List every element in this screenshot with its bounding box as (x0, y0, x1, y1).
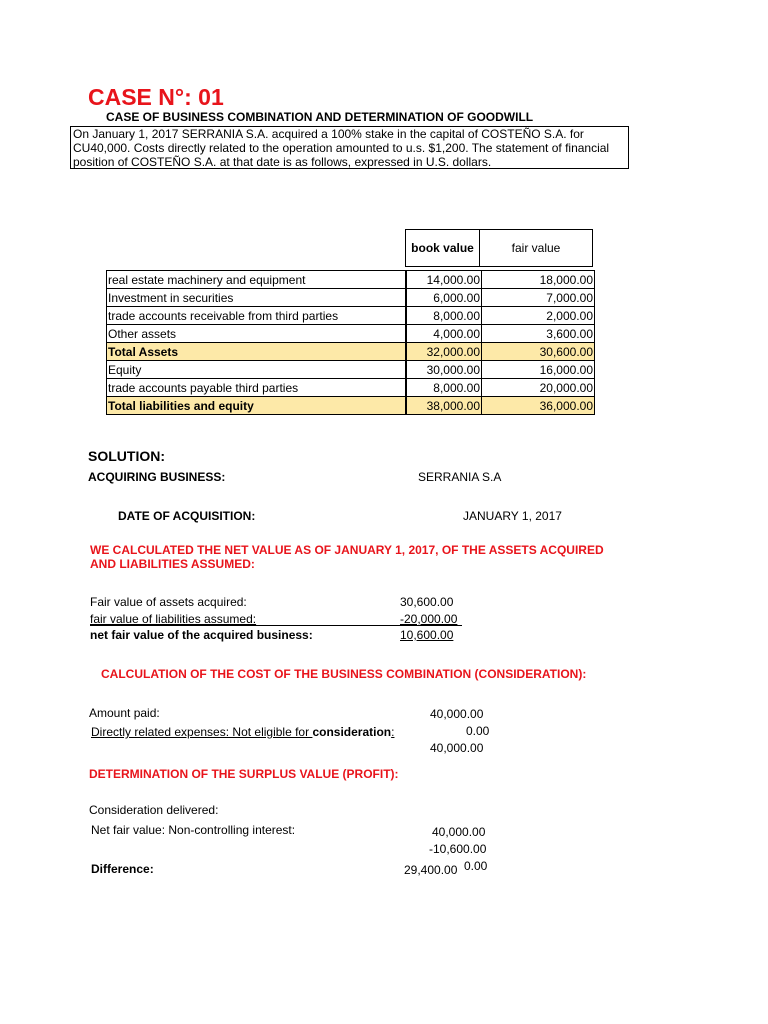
acquiring-business-label: ACQUIRING BUSINESS: (88, 470, 226, 484)
cost-total-value: 40,000.00 (430, 741, 484, 755)
subtotal-rule (90, 625, 462, 626)
net-fv-label: net fair value of the acquired business: (90, 628, 313, 642)
row-fair-value: 3,600.00 (482, 325, 595, 343)
row-label: trade accounts payable third parties (107, 379, 406, 397)
row-fair-value: 16,000.00 (482, 361, 595, 379)
row-book-value: 8,000.00 (407, 379, 482, 397)
table-row (107, 307, 595, 325)
book-value-header: book value (405, 229, 480, 267)
table-row (107, 379, 595, 397)
fv-assets-value: 30,600.00 (400, 595, 454, 609)
table-row (107, 343, 595, 361)
acquisition-date-label: DATE OF ACQUISITION: (118, 509, 256, 523)
case-subtitle: CASE OF BUSINESS COMBINATION AND DETERMINATION OF GOODWILL (106, 110, 534, 124)
row-fair-value: 36,000.00 (482, 397, 595, 415)
acquiring-business-value: SERRANIA S.A (418, 470, 502, 484)
table-row (107, 397, 595, 415)
table-row (107, 289, 595, 307)
row-fair-value: 7,000.00 (482, 289, 595, 307)
row-fair-value: 20,000.00 (482, 379, 595, 397)
acquisition-date-value: JANUARY 1, 2017 (463, 509, 562, 523)
row-fair-value: 30,600.00 (482, 343, 595, 361)
table-row (107, 271, 595, 289)
intro-paragraph: On January 1, 2017 SERRANIA S.A. acquired a 100% stake in the capital of COSTEÑO S.A. for CU40,000. Costs directly related to the operation amounted to u.s. $1,200. The statement of financial position of COSTEÑO S.A. at that date is as follows, expressed in U.S. dollars. (70, 126, 629, 169)
table-row (107, 325, 595, 343)
row-label: real estate machinery and equipment (107, 271, 406, 289)
row-book-value: 4,000.00 (407, 325, 482, 343)
row-label: Investment in securities (107, 289, 406, 307)
row-book-value: 14,000.00 (407, 271, 482, 289)
net-fv-value: 10,600.00 (400, 628, 454, 642)
row-fair-value: 18,000.00 (482, 271, 595, 289)
net-value-heading: WE CALCULATED THE NET VALUE AS OF JANUARY 1, 2017, OF THE ASSETS ACQUIRED AND LIABILITIES ASSUMED: (90, 543, 604, 571)
row-book-value: 30,000.00 (407, 361, 482, 379)
difference-extra: 0.00 (464, 859, 488, 873)
row-label: Other assets (107, 325, 406, 343)
difference-value: 29,400.00 (404, 863, 458, 877)
row-fair-value: 2,000.00 (482, 307, 595, 325)
row-book-value: 38,000.00 (407, 397, 482, 415)
solution-heading: SOLUTION: (88, 448, 165, 464)
amount-paid-label: Amount paid: (89, 706, 160, 720)
row-label: Total liabilities and equity (107, 397, 406, 415)
case-title: CASE N°: 01 (88, 84, 224, 110)
fv-assets-label: Fair value of assets acquired: (90, 595, 247, 609)
related-expenses-value: 0.00 (466, 724, 490, 738)
fv-liabilities-value: -20,000.00 (400, 612, 458, 626)
surplus-heading: DETERMINATION OF THE SURPLUS VALUE (PROFIT): (89, 767, 399, 781)
fair-value-header: fair value (480, 229, 593, 267)
row-book-value: 8,000.00 (407, 307, 482, 325)
net-fv-nci-value: -10,600.00 (429, 842, 487, 856)
balance-table (106, 270, 595, 415)
row-book-value: 32,000.00 (407, 343, 482, 361)
table-row (107, 361, 595, 379)
cost-heading: CALCULATION OF THE COST OF THE BUSINESS COMBINATION (CONSIDERATION): (101, 667, 587, 681)
related-expenses-label: Directly related expenses: Not eligible for consideration: (91, 725, 395, 739)
fv-liabilities-label: fair value of liabilities assumed: (90, 612, 257, 626)
amount-paid-value: 40,000.00 (430, 707, 484, 721)
net-fv-nci-label: Net fair value: Non-controlling interest: (91, 823, 296, 837)
consideration-value: 40,000.00 (432, 825, 486, 839)
consideration-label: Consideration delivered: (89, 803, 219, 817)
row-book-value: 6,000.00 (407, 289, 482, 307)
difference-label: Difference: (91, 862, 154, 876)
row-label: Equity (107, 361, 406, 379)
row-label: Total Assets (107, 343, 406, 361)
row-label: trade accounts receivable from third parties (107, 307, 406, 325)
